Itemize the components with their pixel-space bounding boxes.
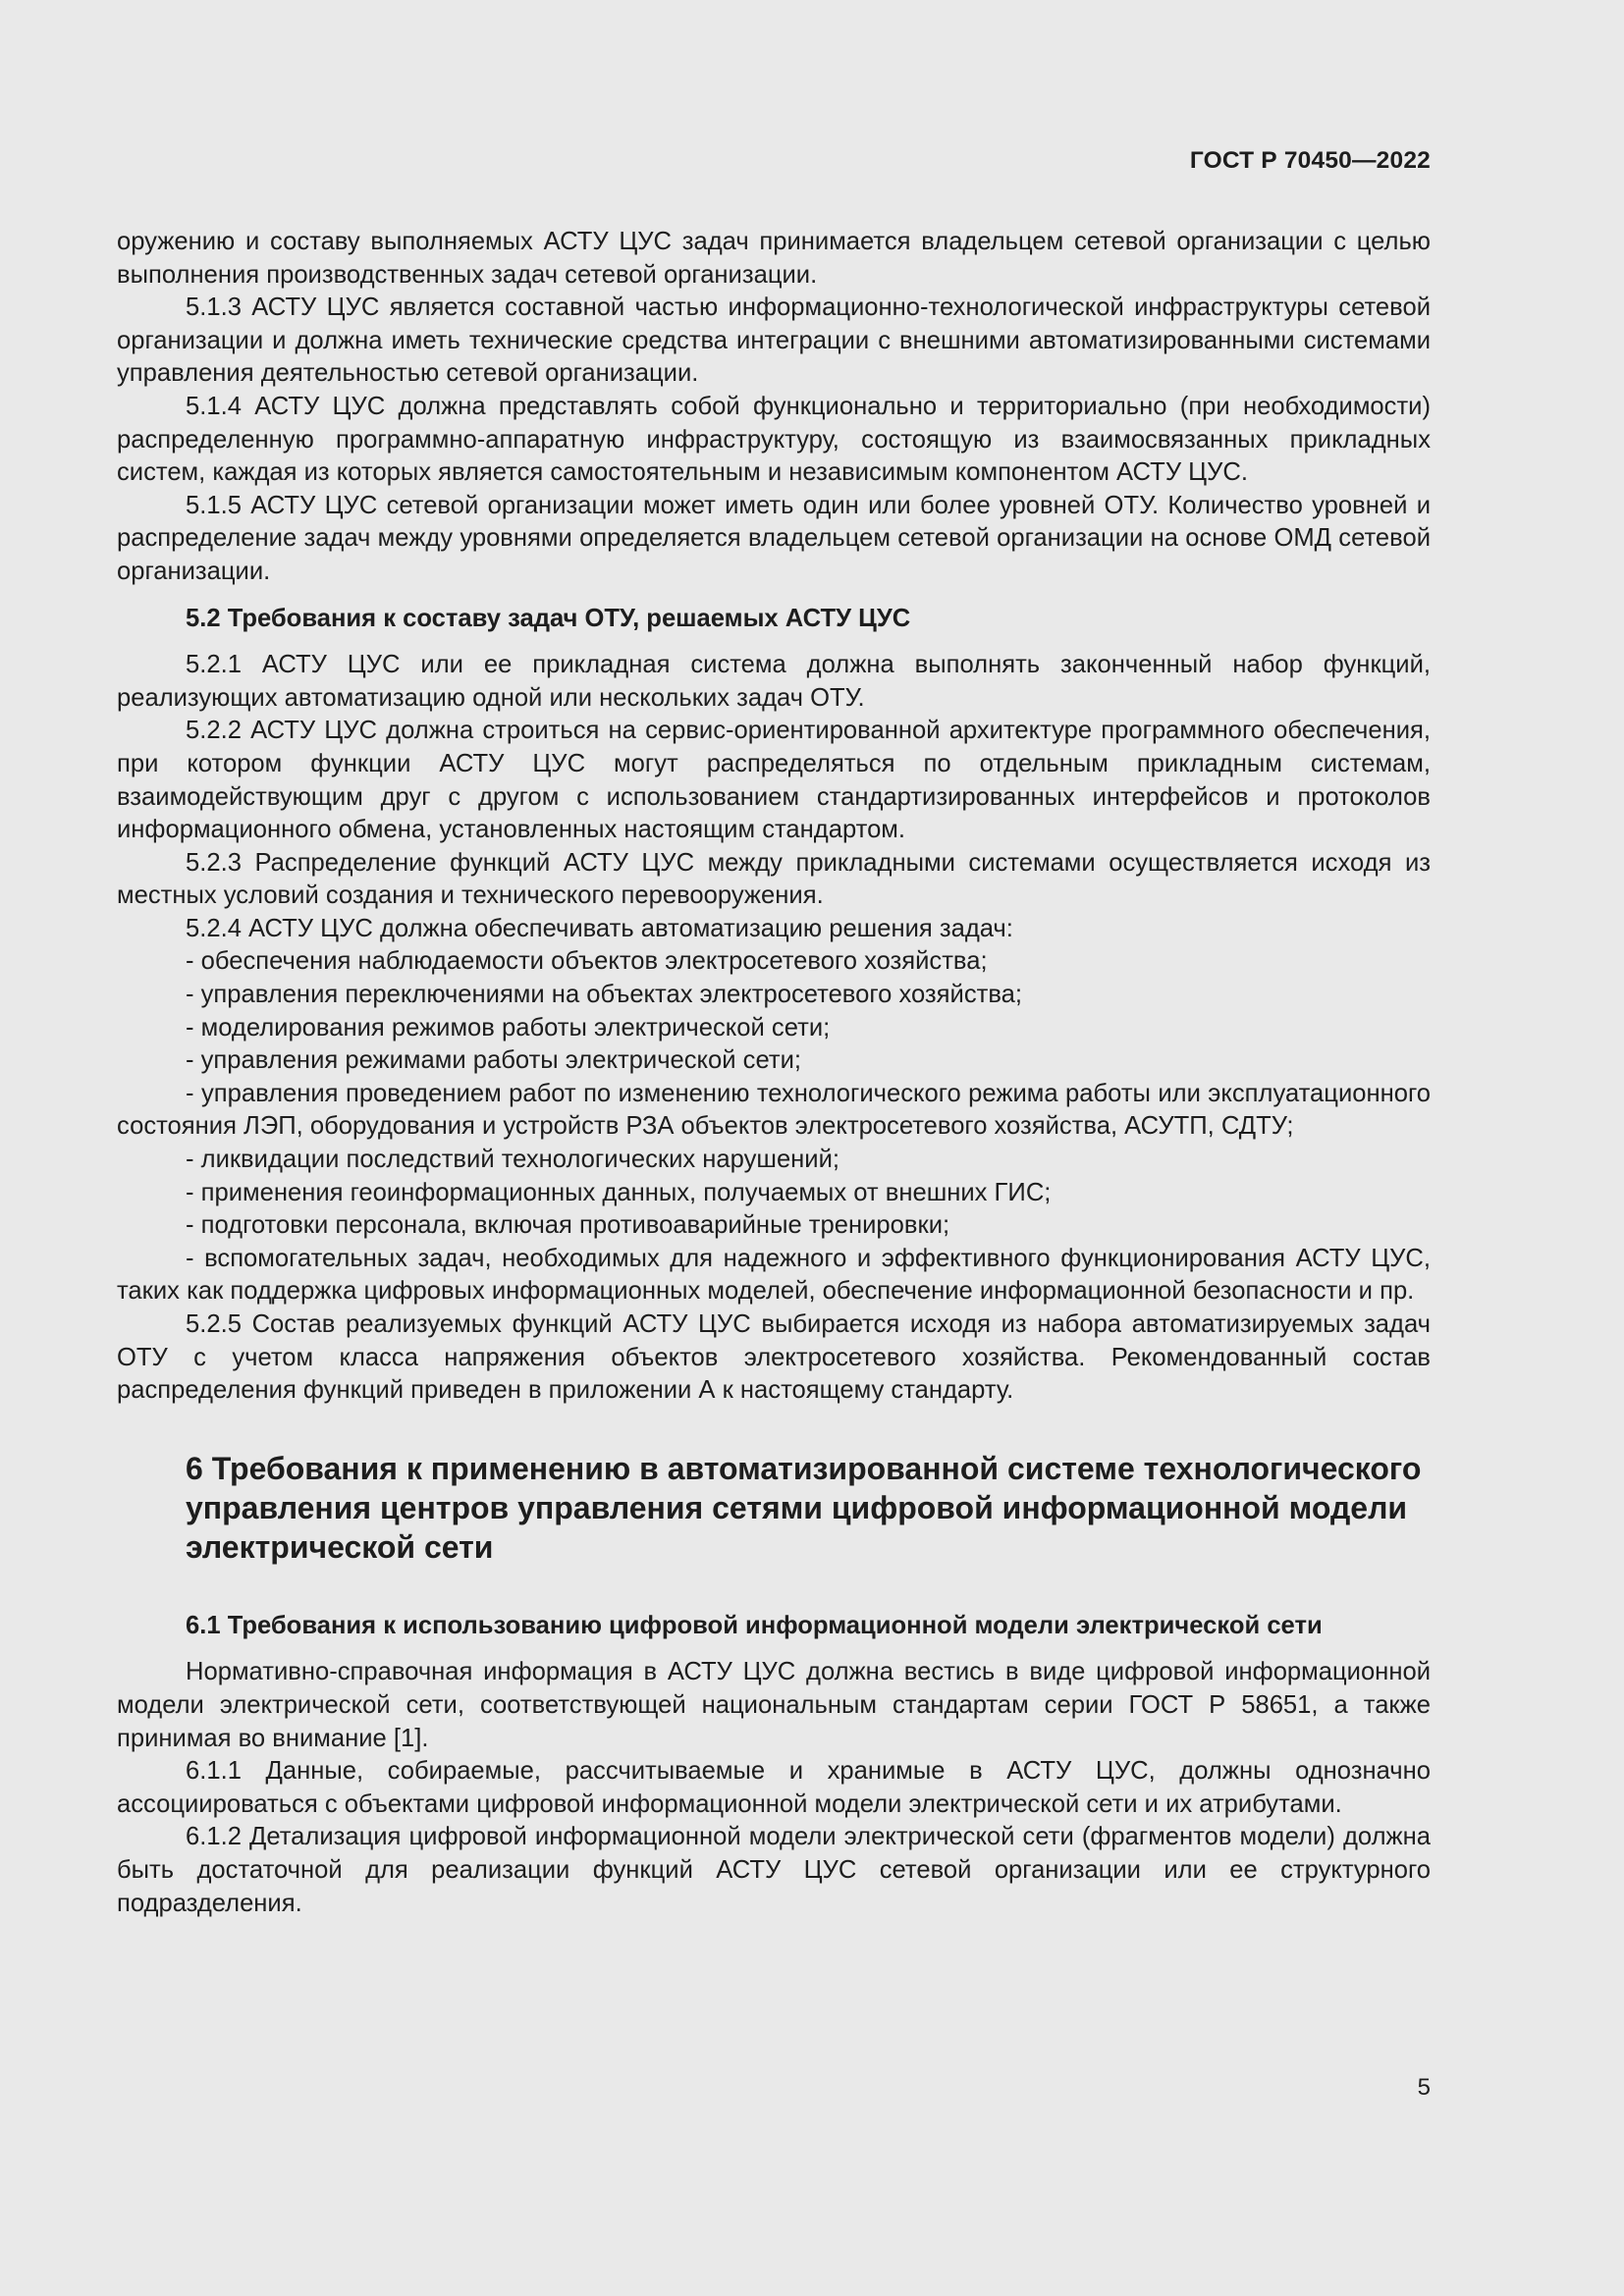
paragraph-5-2-5: 5.2.5 Состав реализуемых функций АСТУ ЦУС выбирается исходя из набора автоматизируемых задач ОТУ с учетом класса напряжения объектов электросетевого хозяйства. Рекомендованный состав распределения функций приведен в приложении А к настоящему стандарту. <box>117 1310 1431 1405</box>
section-5-2 <box>117 649 1431 1408</box>
paragraph: Нормативно-справочная информация в АСТУ ЦУС должна вестись в виде цифровой информационной модели электрической сети, соответствующей национальным стандартам серии ГОСТ Р 58651, а также принимая во внимание [1]. <box>117 1658 1431 1752</box>
list-item: - обеспечения наблюдаемости объектов электросетевого хозяйства; <box>186 947 988 976</box>
heading-5-2: 5.2 Требования к составу задач ОТУ, решаемых АСТУ ЦУС <box>186 604 911 632</box>
section-6-1 <box>117 1656 1431 1920</box>
list-item: - подготовки персонала, включая противоаварийные тренировки; <box>186 1211 950 1240</box>
list-item: - вспомогательных задач, необходимых для надежного и эффективного функционирования АСТУ ЦУС, таких как поддержка цифровых информационных моделей, обеспечение информационной безопасности и пр. <box>117 1244 1431 1306</box>
paragraph-5-2-4: 5.2.4 АСТУ ЦУС должна обеспечивать автоматизацию решения задач: <box>186 914 1013 942</box>
list-item: - моделирования режимов работы электрической сети; <box>186 1013 831 1041</box>
list-item: - управления переключениями на объектах электросетевого хозяйства; <box>186 981 1022 1009</box>
list-item: - ликвидации последствий технологических нарушений; <box>186 1146 840 1174</box>
paragraph-5-1-5: 5.1.5 АСТУ ЦУС сетевой организации может иметь один или более уровней ОТУ. Количество уровней и распределение задач между уровнями определяется владельцем сетевой организации на основе ОМД сетевой организации. <box>117 491 1431 585</box>
paragraph-5-2-3: 5.2.3 Распределение функций АСТУ ЦУС между прикладными системами осуществляется исходя из местных условий создания и технического перевооружения. <box>117 848 1431 910</box>
heading-6-1: 6.1 Требования к использованию цифровой информационной модели электрической сети <box>186 1611 1323 1639</box>
list-item: - управления режимами работы электрической сети; <box>186 1046 801 1075</box>
paragraph-5-1-3: 5.1.3 АСТУ ЦУС является составной частью информационно-технологической инфраструктуры сетевой организации и должна иметь технические средства интеграции с внешними автоматизированными системами управления деятельностью сетевой организации. <box>117 294 1431 388</box>
paragraph-5-2-1: 5.2.1 АСТУ ЦУС или ее прикладная система должна выполнять законченный набор функций, реализующих автоматизацию одной или нескольких задач ОТУ. <box>117 651 1431 712</box>
paragraph-6-1-2: 6.1.2 Детализация цифровой информационной модели электрической сети (фрагментов модели) должна быть достаточной для реализации функций АСТУ ЦУС сетевой организации или ее структурного подразделения. <box>117 1823 1431 1917</box>
document-code: ГОСТ Р 70450—2022 <box>1189 147 1431 174</box>
paragraph: оружению и составу выполняемых АСТУ ЦУС задач принимается владельцем сетевой организации с целью выполнения производственных задач сетевой организации. <box>117 228 1431 289</box>
page-body <box>117 226 1431 1920</box>
list-item: - применения геоинформационных данных, получаемых от внешних ГИС; <box>186 1178 1052 1206</box>
section-5-1-continued <box>117 226 1431 589</box>
paragraph-5-1-4: 5.1.4 АСТУ ЦУС должна представлять собой функционально и территориально (при необходимости) распределенную программно-аппаратную инфраструктуру, состоящую из взаимосвязанных прикладных систем, каждая из которых является самостоятельным и независимым компонентом АСТУ ЦУС. <box>117 392 1431 487</box>
list-item: - управления проведением работ по изменению технологического режима работы или эксплуатационного состояния ЛЭП, оборудования и устройств РЗА объектов электросетевого хозяйства, АСУТП, СДТУ; <box>117 1079 1431 1141</box>
page-number: 5 <box>1417 2074 1431 2101</box>
paragraph-5-2-2: 5.2.2 АСТУ ЦУС должна строиться на сервис-ориентированной архитектуре программного обеспечения, при котором функции АСТУ ЦУС могут распределяться по отдельным прикладным системам, взаимодействующим друг с другом с использованием стандартизированных интерфейсов и протоколов информационного обмена, установленных настоящим стандартом. <box>117 717 1431 844</box>
heading-6: 6 Требования к применению в автоматизированной системе технологического управления центров управления сетями цифровой информационной модели электрической сети <box>186 1450 1422 1565</box>
paragraph-6-1-1: 6.1.1 Данные, собираемые, рассчитываемые и хранимые в АСТУ ЦУС, должны однозначно ассоциироваться с объектами цифровой информационной модели электрической сети и их атрибутами. <box>117 1757 1431 1818</box>
